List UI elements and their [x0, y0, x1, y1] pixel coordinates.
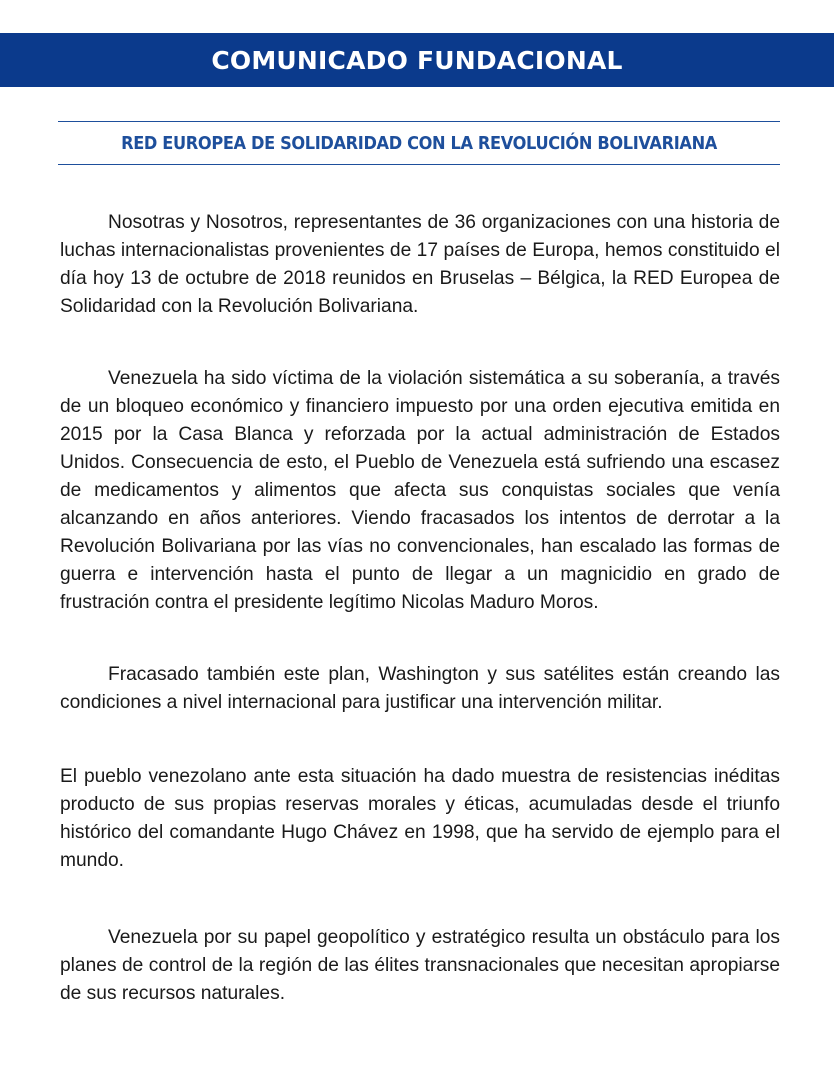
paragraph-founding: Nosotras y Nosotros, representantes de 36 organizaciones con una historia de luchas internacionalistas provenientes de 17 países de Europa, hemos constituido el día hoy 13 de octubre de 2018 reunidos en Bruselas – Bélgica, la RED Europea de Solidaridad con la Revolución Bolivariana. [60, 212, 780, 317]
paragraph-resistance: El pueblo venezolano ante esta situación ha dado muestra de resistencias inéditas producto de sus propias reservas morales y éticas, acumuladas desde el triunfo histórico del comandante Hugo Chávez en 1998, que ha servido de ejemplo para el mundo. [60, 766, 780, 871]
title-banner [0, 33, 834, 87]
paragraph-intervention: Fracasado también este plan, Washington y sus satélites están creando las condiciones a nivel internacional para justificar una intervención militar. [60, 664, 780, 713]
paragraph-geopolitics: Venezuela por su papel geopolítico y estratégico resulta un obstáculo para los planes de control de la región de las élites transnacionales que necesitan apropiarse de sus recursos naturales. [60, 927, 780, 1004]
document-subtitle: RED EUROPEA DE SOLIDARIDAD CON LA REVOLUCIÓN BOLIVARIANA [121, 132, 717, 154]
subtitle-block [58, 121, 780, 165]
document-title: COMUNICADO FUNDACIONAL [211, 45, 623, 75]
paragraph-sovereignty: Venezuela ha sido víctima de la violación sistemática a su soberanía, a través de un bloqueo económico y financiero impuesto por una orden ejecutiva emitida en 2015 por la Casa Blanca y reforzada por la actual administración de Estados Unidos. Consecuencia de esto, el Pueblo de Venezuela está sufriendo una escasez de medicamentos y alimentos que afecta sus conquistas sociales que venía alcanzando en años anteriores. Viendo fracasados los intentos de derrotar a la Revolución Bolivariana por las vías no convencionales, han escalado las formas de guerra e intervención hasta el punto de llegar a un magnicidio en grado de frustración contra el presidente legítimo Nicolas Maduro Moros. [60, 368, 780, 613]
